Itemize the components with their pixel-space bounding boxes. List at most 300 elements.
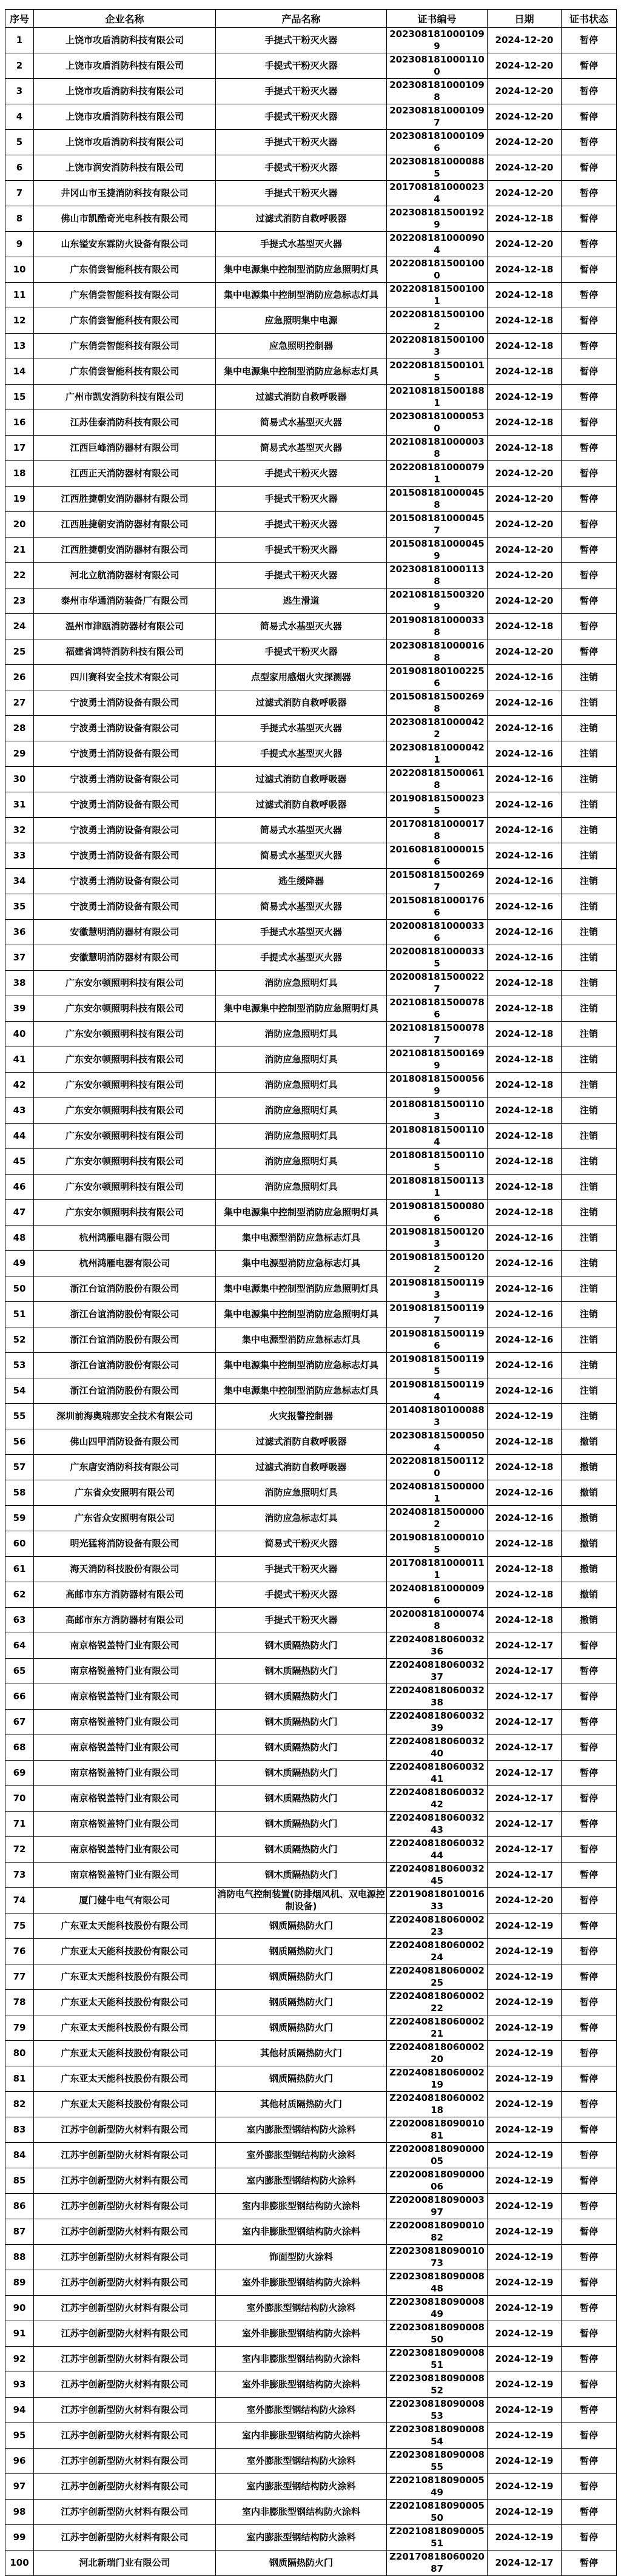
table-row [5, 614, 617, 639]
company-cell: 南京格锐盖特门业有限公司 [34, 1659, 216, 1684]
table-row [5, 2423, 617, 2449]
status-cell: 暂停 [562, 2449, 617, 2474]
cert-number-cell: Z2024081806000220 [387, 2041, 488, 2066]
company-cell: 泰州市华通消防装备厂有限公司 [34, 588, 216, 614]
date-cell: 2024-12-19 [488, 2219, 562, 2245]
status-cell: 注销 [562, 894, 617, 920]
cert-number-cell: 2019081801002256 [387, 665, 488, 690]
cert-number-cell: 2019081815001196 [387, 1327, 488, 1353]
table-row [5, 28, 617, 53]
status-cell: 注销 [562, 1124, 617, 1149]
date-cell: 2024-12-18 [488, 1098, 562, 1124]
product-cell: 简易式水基型灭火器 [216, 614, 387, 639]
status-cell: 注销 [562, 996, 617, 1022]
header-serial: 序号 [5, 10, 34, 28]
table-row [5, 1302, 617, 1327]
serial-cell: 48 [5, 1226, 34, 1251]
status-cell: 暂停 [562, 359, 617, 385]
product-cell: 消防应急标志灯具 [216, 1506, 387, 1531]
company-cell: 广东安尔顿照明科技有限公司 [34, 1124, 216, 1149]
table-row [5, 843, 617, 869]
table-row [5, 971, 617, 996]
date-cell: 2024-12-18 [488, 1175, 562, 1200]
table-row [5, 2500, 617, 2525]
company-cell: 佛山四甲消防设备有限公司 [34, 1429, 216, 1455]
product-cell: 手提式水基型灭火器 [216, 741, 387, 767]
product-cell: 消防应急照明灯具 [216, 1073, 387, 1098]
date-cell: 2024-12-16 [488, 1251, 562, 1276]
table-row [5, 2015, 617, 2041]
status-cell: 暂停 [562, 2066, 617, 2092]
serial-cell: 27 [5, 690, 34, 716]
table-row [5, 155, 617, 181]
product-cell: 过滤式消防自救呼吸器 [216, 1455, 387, 1480]
serial-cell: 77 [5, 1964, 34, 1990]
date-cell: 2024-12-18 [488, 1455, 562, 1480]
product-cell: 消防应急照明灯具 [216, 1149, 387, 1175]
cert-number-cell: Z2024081806003239 [387, 1710, 488, 1735]
date-cell: 2024-12-17 [488, 1837, 562, 1863]
cert-number-cell: 2020081810000748 [387, 1608, 488, 1633]
table-row [5, 2321, 617, 2347]
serial-cell: 40 [5, 1022, 34, 1047]
date-cell: 2024-12-20 [488, 130, 562, 155]
table-row [5, 945, 617, 971]
table-row [5, 1837, 617, 1863]
status-cell: 暂停 [562, 2270, 617, 2296]
table-row [5, 2143, 617, 2168]
header-company: 企业名称 [34, 10, 216, 28]
company-cell: 广东省众安照明有限公司 [34, 1480, 216, 1506]
serial-cell: 17 [5, 436, 34, 461]
company-cell: 江苏宇创新型防火材料有限公司 [34, 2245, 216, 2270]
serial-cell: 51 [5, 1302, 34, 1327]
cert-number-cell: 2017081810000234 [387, 181, 488, 206]
serial-cell: 90 [5, 2296, 34, 2321]
serial-cell: 16 [5, 410, 34, 436]
status-cell: 暂停 [562, 2474, 617, 2500]
product-cell: 室外非膨胀型钢结构防火涂料 [216, 2372, 387, 2398]
date-cell: 2024-12-18 [488, 1073, 562, 1098]
company-cell: 宁波勇士消防设备有限公司 [34, 741, 216, 767]
product-cell: 钢木质隔热防火门 [216, 1710, 387, 1735]
company-cell: 江苏宇创新型防火材料有限公司 [34, 2372, 216, 2398]
serial-cell: 28 [5, 716, 34, 741]
cert-number-cell: Z2024081806000224 [387, 1939, 488, 1964]
status-cell: 暂停 [562, 1659, 617, 1684]
table-row [5, 1608, 617, 1633]
table-row [5, 1276, 617, 1302]
cert-number-cell: Z2020081809000006 [387, 2168, 488, 2194]
status-cell: 暂停 [562, 2245, 617, 2270]
date-cell: 2024-12-17 [488, 1863, 562, 1888]
cert-number-cell: Z2019081801001633 [387, 1888, 488, 1913]
table-row [5, 385, 617, 410]
cert-number-cell: Z2024081806000219 [387, 2066, 488, 2092]
cert-number-cell: Z2024081806003242 [387, 1786, 488, 1812]
date-cell: 2024-12-19 [488, 2500, 562, 2525]
company-cell: 广东安尔顿照明科技有限公司 [34, 996, 216, 1022]
serial-cell: 56 [5, 1429, 34, 1455]
date-cell: 2024-12-19 [488, 2245, 562, 2270]
product-cell: 过滤式消防自救呼吸器 [216, 1429, 387, 1455]
date-cell: 2024-12-16 [488, 1276, 562, 1302]
serial-cell: 34 [5, 869, 34, 894]
date-cell: 2024-12-16 [488, 869, 562, 894]
company-cell: 广东亚太天能科技股份有限公司 [34, 2015, 216, 2041]
date-cell: 2024-12-19 [488, 2092, 562, 2117]
date-cell: 2024-12-17 [488, 2551, 562, 2576]
serial-cell: 46 [5, 1175, 34, 1200]
table-row [5, 1557, 617, 1582]
cert-number-cell: 2023081810001099 [387, 28, 488, 53]
cert-number-cell: Z2023081809000848 [387, 2270, 488, 2296]
table-row [5, 665, 617, 690]
cert-number-cell: 2018081815001103 [387, 1098, 488, 1124]
table-row [5, 1582, 617, 1608]
product-cell: 手提式水基型灭火器 [216, 716, 387, 741]
date-cell: 2024-12-16 [488, 843, 562, 869]
serial-cell: 72 [5, 1837, 34, 1863]
company-cell: 高邮市东方消防器材有限公司 [34, 1582, 216, 1608]
date-cell: 2024-12-19 [488, 2270, 562, 2296]
company-cell: 宁波勇士消防设备有限公司 [34, 716, 216, 741]
cert-number-cell: 2018081815001131 [387, 1175, 488, 1200]
cert-number-cell: 2022081815000618 [387, 767, 488, 792]
product-cell: 过滤式消防自救呼吸器 [216, 385, 387, 410]
product-cell: 钢木质隔热防火门 [216, 1659, 387, 1684]
company-cell: 江苏宇创新型防火材料有限公司 [34, 2270, 216, 2296]
status-cell: 暂停 [562, 2015, 617, 2041]
serial-cell: 88 [5, 2245, 34, 2270]
table-row [5, 2474, 617, 2500]
status-cell: 暂停 [562, 614, 617, 639]
status-cell: 暂停 [562, 1812, 617, 1837]
cert-number-cell: 2019081815001194 [387, 1378, 488, 1404]
date-cell: 2024-12-20 [488, 104, 562, 130]
cert-number-cell: Z2021081809000550 [387, 2500, 488, 2525]
company-cell: 江苏宇创新型防火材料有限公司 [34, 2474, 216, 2500]
product-cell: 集中电源集中控制型消防应急照明灯具 [216, 257, 387, 283]
company-cell: 广东亚太天能科技股份有限公司 [34, 2066, 216, 2092]
table-row [5, 2372, 617, 2398]
company-cell: 南京格锐盖特门业有限公司 [34, 1684, 216, 1710]
serial-cell: 79 [5, 2015, 34, 2041]
company-cell: 宁波勇士消防设备有限公司 [34, 818, 216, 843]
date-cell: 2024-12-16 [488, 1353, 562, 1378]
table-row [5, 1964, 617, 1990]
status-cell: 注销 [562, 1302, 617, 1327]
table-row [5, 1786, 617, 1812]
product-cell: 手提式干粉灭火器 [216, 104, 387, 130]
serial-cell: 22 [5, 563, 34, 588]
table-row [5, 588, 617, 614]
table-row [5, 1251, 617, 1276]
company-cell: 南京格锐盖特门业有限公司 [34, 1633, 216, 1659]
serial-cell: 2 [5, 53, 34, 79]
status-cell: 暂停 [562, 2321, 617, 2347]
table-row [5, 2219, 617, 2245]
cert-number-cell: 2015081810000457 [387, 512, 488, 538]
serial-cell: 11 [5, 283, 34, 308]
serial-cell: 67 [5, 1710, 34, 1735]
company-cell: 上饶市攻盾消防科技有限公司 [34, 130, 216, 155]
date-cell: 2024-12-20 [488, 1888, 562, 1913]
table-row [5, 1761, 617, 1786]
serial-cell: 24 [5, 614, 34, 639]
status-cell: 暂停 [562, 538, 617, 563]
serial-cell: 21 [5, 538, 34, 563]
company-cell: 广东亚太天能科技股份有限公司 [34, 2041, 216, 2066]
status-cell: 暂停 [562, 2143, 617, 2168]
status-cell: 注销 [562, 1175, 617, 1200]
status-cell: 暂停 [562, 2296, 617, 2321]
company-cell: 宁波勇士消防设备有限公司 [34, 894, 216, 920]
status-cell: 暂停 [562, 28, 617, 53]
serial-cell: 76 [5, 1939, 34, 1964]
table-row [5, 869, 617, 894]
product-cell: 室内非膨胀型钢结构防火涂料 [216, 2194, 387, 2219]
product-cell: 钢质隔热防火门 [216, 1939, 387, 1964]
company-cell: 江苏宇创新型防火材料有限公司 [34, 2219, 216, 2245]
status-cell: 撤销 [562, 1506, 617, 1531]
serial-cell: 10 [5, 257, 34, 283]
cert-number-cell: 2023081810001138 [387, 563, 488, 588]
status-cell: 暂停 [562, 79, 617, 104]
serial-cell: 1 [5, 28, 34, 53]
company-cell: 广州市凯安消防科技有限公司 [34, 385, 216, 410]
cert-number-cell: 2020081815000227 [387, 971, 488, 996]
table-row [5, 2525, 617, 2551]
date-cell: 2024-12-19 [488, 2525, 562, 2551]
product-cell: 过滤式消防自救呼吸器 [216, 767, 387, 792]
product-cell: 钢木质隔热防火门 [216, 1837, 387, 1863]
cert-number-cell: Z2024081806003238 [387, 1684, 488, 1710]
table-row [5, 1124, 617, 1149]
cert-number-cell: 2019081810000105 [387, 1531, 488, 1557]
table-row [5, 104, 617, 130]
company-cell: 宁波勇士消防设备有限公司 [34, 792, 216, 818]
cert-number-cell: Z2023081809000852 [387, 2372, 488, 2398]
date-cell: 2024-12-18 [488, 334, 562, 359]
serial-cell: 98 [5, 2500, 34, 2525]
date-cell: 2024-12-19 [488, 385, 562, 410]
table-row [5, 181, 617, 206]
status-cell: 撤销 [562, 1429, 617, 1455]
serial-cell: 45 [5, 1149, 34, 1175]
company-cell: 上饶市润安消防科技有限公司 [34, 155, 216, 181]
cert-number-cell: 2023081810001096 [387, 130, 488, 155]
product-cell: 集中电源集中控制型消防应急标志灯具 [216, 359, 387, 385]
header-date: 日期 [488, 10, 562, 28]
company-cell: 江苏佳泰消防科技有限公司 [34, 410, 216, 436]
cert-number-cell: 2019081815000806 [387, 1200, 488, 1226]
product-cell: 手提式干粉灭火器 [216, 512, 387, 538]
status-cell: 暂停 [562, 1888, 617, 1913]
company-cell: 广东安尔顿照明科技有限公司 [34, 1200, 216, 1226]
table-row [5, 1531, 617, 1557]
serial-cell: 69 [5, 1761, 34, 1786]
company-cell: 浙江台谊消防股份有限公司 [34, 1378, 216, 1404]
date-cell: 2024-12-19 [488, 1404, 562, 1429]
date-cell: 2024-12-20 [488, 53, 562, 79]
cert-number-cell: Z2020081809000397 [387, 2194, 488, 2219]
table-row [5, 2066, 617, 2092]
date-cell: 2024-12-16 [488, 767, 562, 792]
company-cell: 江西胜捷朝安消防器材有限公司 [34, 487, 216, 512]
date-cell: 2024-12-20 [488, 28, 562, 53]
serial-cell: 92 [5, 2347, 34, 2372]
cert-number-cell: 2015081810001766 [387, 894, 488, 920]
cert-number-cell: 2018081815001105 [387, 1149, 488, 1175]
product-cell: 集中电源集中控制型消防应急照明灯具 [216, 1200, 387, 1226]
serial-cell: 84 [5, 2143, 34, 2168]
date-cell: 2024-12-18 [488, 1124, 562, 1149]
cert-number-cell: 2019081815000235 [387, 792, 488, 818]
status-cell: 注销 [562, 818, 617, 843]
serial-cell: 55 [5, 1404, 34, 1429]
serial-cell: 26 [5, 665, 34, 690]
company-cell: 宁波勇士消防设备有限公司 [34, 767, 216, 792]
company-cell: 广东俏尝智能科技有限公司 [34, 359, 216, 385]
company-cell: 江苏宇创新型防火材料有限公司 [34, 2117, 216, 2143]
cert-number-cell: 2019081810000338 [387, 614, 488, 639]
product-cell: 集中电源集中控制型消防应急标志灯具 [216, 283, 387, 308]
date-cell: 2024-12-16 [488, 716, 562, 741]
serial-cell: 37 [5, 945, 34, 971]
serial-cell: 43 [5, 1098, 34, 1124]
product-cell: 消防应急照明灯具 [216, 1047, 387, 1073]
cert-number-cell: 2023081810000168 [387, 639, 488, 665]
table-row [5, 920, 617, 945]
date-cell: 2024-12-16 [488, 1302, 562, 1327]
cert-number-cell: Z2020081809001082 [387, 2219, 488, 2245]
serial-cell: 49 [5, 1251, 34, 1276]
serial-cell: 4 [5, 104, 34, 130]
date-cell: 2024-12-19 [488, 1964, 562, 1990]
table-row [5, 1913, 617, 1939]
serial-cell: 64 [5, 1633, 34, 1659]
cert-number-cell: Z2024081806003244 [387, 1837, 488, 1863]
cert-number-cell: 2022081815001120 [387, 1455, 488, 1480]
product-cell: 钢木质隔热防火门 [216, 1633, 387, 1659]
date-cell: 2024-12-19 [488, 2474, 562, 2500]
status-cell: 暂停 [562, 2551, 617, 2576]
company-cell: 浙江台谊消防股份有限公司 [34, 1353, 216, 1378]
product-cell: 手提式干粉灭火器 [216, 1582, 387, 1608]
company-cell: 上饶市攻盾消防科技有限公司 [34, 104, 216, 130]
date-cell: 2024-12-18 [488, 410, 562, 436]
product-cell: 消防应急照明灯具 [216, 971, 387, 996]
product-cell: 室内非膨胀型钢结构防火涂料 [216, 2423, 387, 2449]
cert-number-cell: 2024081815000001 [387, 1480, 488, 1506]
table-body [5, 28, 617, 2576]
status-cell: 注销 [562, 1200, 617, 1226]
company-cell: 广东俏尝智能科技有限公司 [34, 334, 216, 359]
company-cell: 江苏宇创新型防火材料有限公司 [34, 2168, 216, 2194]
serial-cell: 52 [5, 1327, 34, 1353]
product-cell: 火灾报警控制器 [216, 1404, 387, 1429]
company-cell: 温州市津瓯消防器材有限公司 [34, 614, 216, 639]
product-cell: 过滤式消防自救呼吸器 [216, 690, 387, 716]
serial-cell: 74 [5, 1888, 34, 1913]
product-cell: 逃生缓降器 [216, 869, 387, 894]
company-cell: 广东亚太天能科技股份有限公司 [34, 1939, 216, 1964]
company-cell: 山东镒安东霖防火设备有限公司 [34, 232, 216, 257]
cert-number-cell: 2022081810000791 [387, 461, 488, 487]
product-cell: 集中电源集中控制型消防应急照明灯具 [216, 996, 387, 1022]
table-row [5, 716, 617, 741]
product-cell: 手提式干粉灭火器 [216, 79, 387, 104]
company-cell: 高邮市东方消防器材有限公司 [34, 1608, 216, 1633]
serial-cell: 9 [5, 232, 34, 257]
table-row [5, 2398, 617, 2423]
product-cell: 手提式干粉灭火器 [216, 563, 387, 588]
cert-number-cell: Z2023081809000855 [387, 2449, 488, 2474]
date-cell: 2024-12-18 [488, 1047, 562, 1073]
serial-cell: 86 [5, 2194, 34, 2219]
company-cell: 江苏宇创新型防火材料有限公司 [34, 2500, 216, 2525]
cert-number-cell: 2023081815000504 [387, 1429, 488, 1455]
company-cell: 井冈山市玉捷消防科技有限公司 [34, 181, 216, 206]
serial-cell: 33 [5, 843, 34, 869]
cert-number-cell: Z2024081806003241 [387, 1761, 488, 1786]
date-cell: 2024-12-20 [488, 588, 562, 614]
status-cell: 注销 [562, 1327, 617, 1353]
product-cell: 室内膨胀型钢结构防火涂料 [216, 2168, 387, 2194]
product-cell: 集中电源型消防应急标志灯具 [216, 1327, 387, 1353]
cert-number-cell: 2023081810001098 [387, 79, 488, 104]
product-cell: 钢质隔热防火门 [216, 1990, 387, 2015]
company-cell: 明光猛将消防设备有限公司 [34, 1531, 216, 1557]
product-cell: 简易式水基型灭火器 [216, 436, 387, 461]
table-row [5, 53, 617, 79]
header-product: 产品名称 [216, 10, 387, 28]
product-cell: 手提式干粉灭火器 [216, 181, 387, 206]
date-cell: 2024-12-20 [488, 639, 562, 665]
cert-number-cell: 2021081810000038 [387, 436, 488, 461]
company-cell: 宁波勇士消防设备有限公司 [34, 690, 216, 716]
status-cell: 暂停 [562, 206, 617, 232]
product-cell: 饰面型防火涂料 [216, 2245, 387, 2270]
date-cell: 2024-12-18 [488, 1557, 562, 1582]
serial-cell: 50 [5, 1276, 34, 1302]
date-cell: 2024-12-19 [488, 2449, 562, 2474]
product-cell: 手提式水基型灭火器 [216, 945, 387, 971]
serial-cell: 89 [5, 2270, 34, 2296]
status-cell: 注销 [562, 792, 617, 818]
serial-cell: 60 [5, 1531, 34, 1557]
company-cell: 江西胜捷朝安消防器材有限公司 [34, 538, 216, 563]
serial-cell: 58 [5, 1480, 34, 1506]
serial-cell: 81 [5, 2066, 34, 2092]
status-cell: 注销 [562, 1404, 617, 1429]
serial-cell: 62 [5, 1582, 34, 1608]
product-cell: 室外膨胀型钢结构防火涂料 [216, 2449, 387, 2474]
company-cell: 江苏宇创新型防火材料有限公司 [34, 2449, 216, 2474]
date-cell: 2024-12-17 [488, 1710, 562, 1735]
status-cell: 暂停 [562, 181, 617, 206]
product-cell: 钢质隔热防火门 [216, 1964, 387, 1990]
status-cell: 撤销 [562, 1582, 617, 1608]
status-cell: 撤销 [562, 1557, 617, 1582]
cert-number-cell: 2019081815001203 [387, 1226, 488, 1251]
serial-cell: 18 [5, 461, 34, 487]
product-cell: 其他材质隔热防火门 [216, 2092, 387, 2117]
company-cell: 杭州鸿雁电器有限公司 [34, 1226, 216, 1251]
serial-cell: 59 [5, 1506, 34, 1531]
serial-cell: 85 [5, 2168, 34, 2194]
